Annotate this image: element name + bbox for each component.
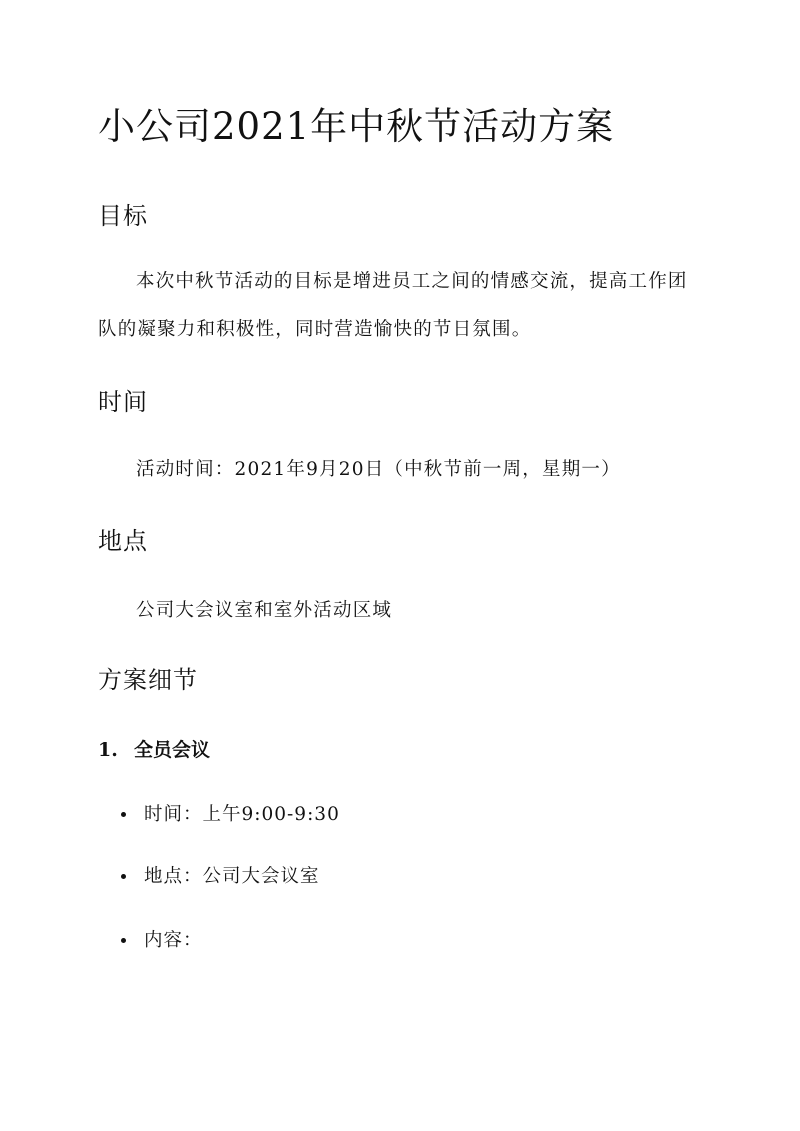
list-item-text: 地点：公司大会议室 xyxy=(144,866,320,887)
location-paragraph: 公司大会议室和室外活动区域 xyxy=(136,600,393,621)
list-item-text: 内容： xyxy=(144,930,203,951)
list-item-text: 时间：上午9:00-9:30 xyxy=(144,804,340,825)
subsection-heading-meeting xyxy=(98,735,210,762)
section-heading-goal: 目标 xyxy=(98,202,148,230)
document-title: 小公司2021年中秋节活动方案 xyxy=(98,105,615,148)
subsection-number: 1. xyxy=(98,739,118,761)
subsection-title: 全员会议 xyxy=(134,739,211,761)
list-item xyxy=(121,862,320,888)
section-heading-details: 方案细节 xyxy=(98,666,198,694)
time-paragraph: 活动时间：2021年9月20日（中秋节前一周，星期一） xyxy=(136,459,621,480)
bullet-icon xyxy=(121,938,126,943)
bullet-icon xyxy=(121,812,126,817)
section-heading-location: 地点 xyxy=(98,527,148,555)
list-item xyxy=(121,926,203,952)
goal-paragraph: 本次中秋节活动的目标是增进员工之间的情感交流，提高工作团队的凝聚力和积极性，同时营造愉快的节日氛围。 xyxy=(98,271,688,340)
list-item xyxy=(121,800,340,826)
section-heading-time: 时间 xyxy=(98,388,148,416)
bullet-icon xyxy=(121,874,126,879)
